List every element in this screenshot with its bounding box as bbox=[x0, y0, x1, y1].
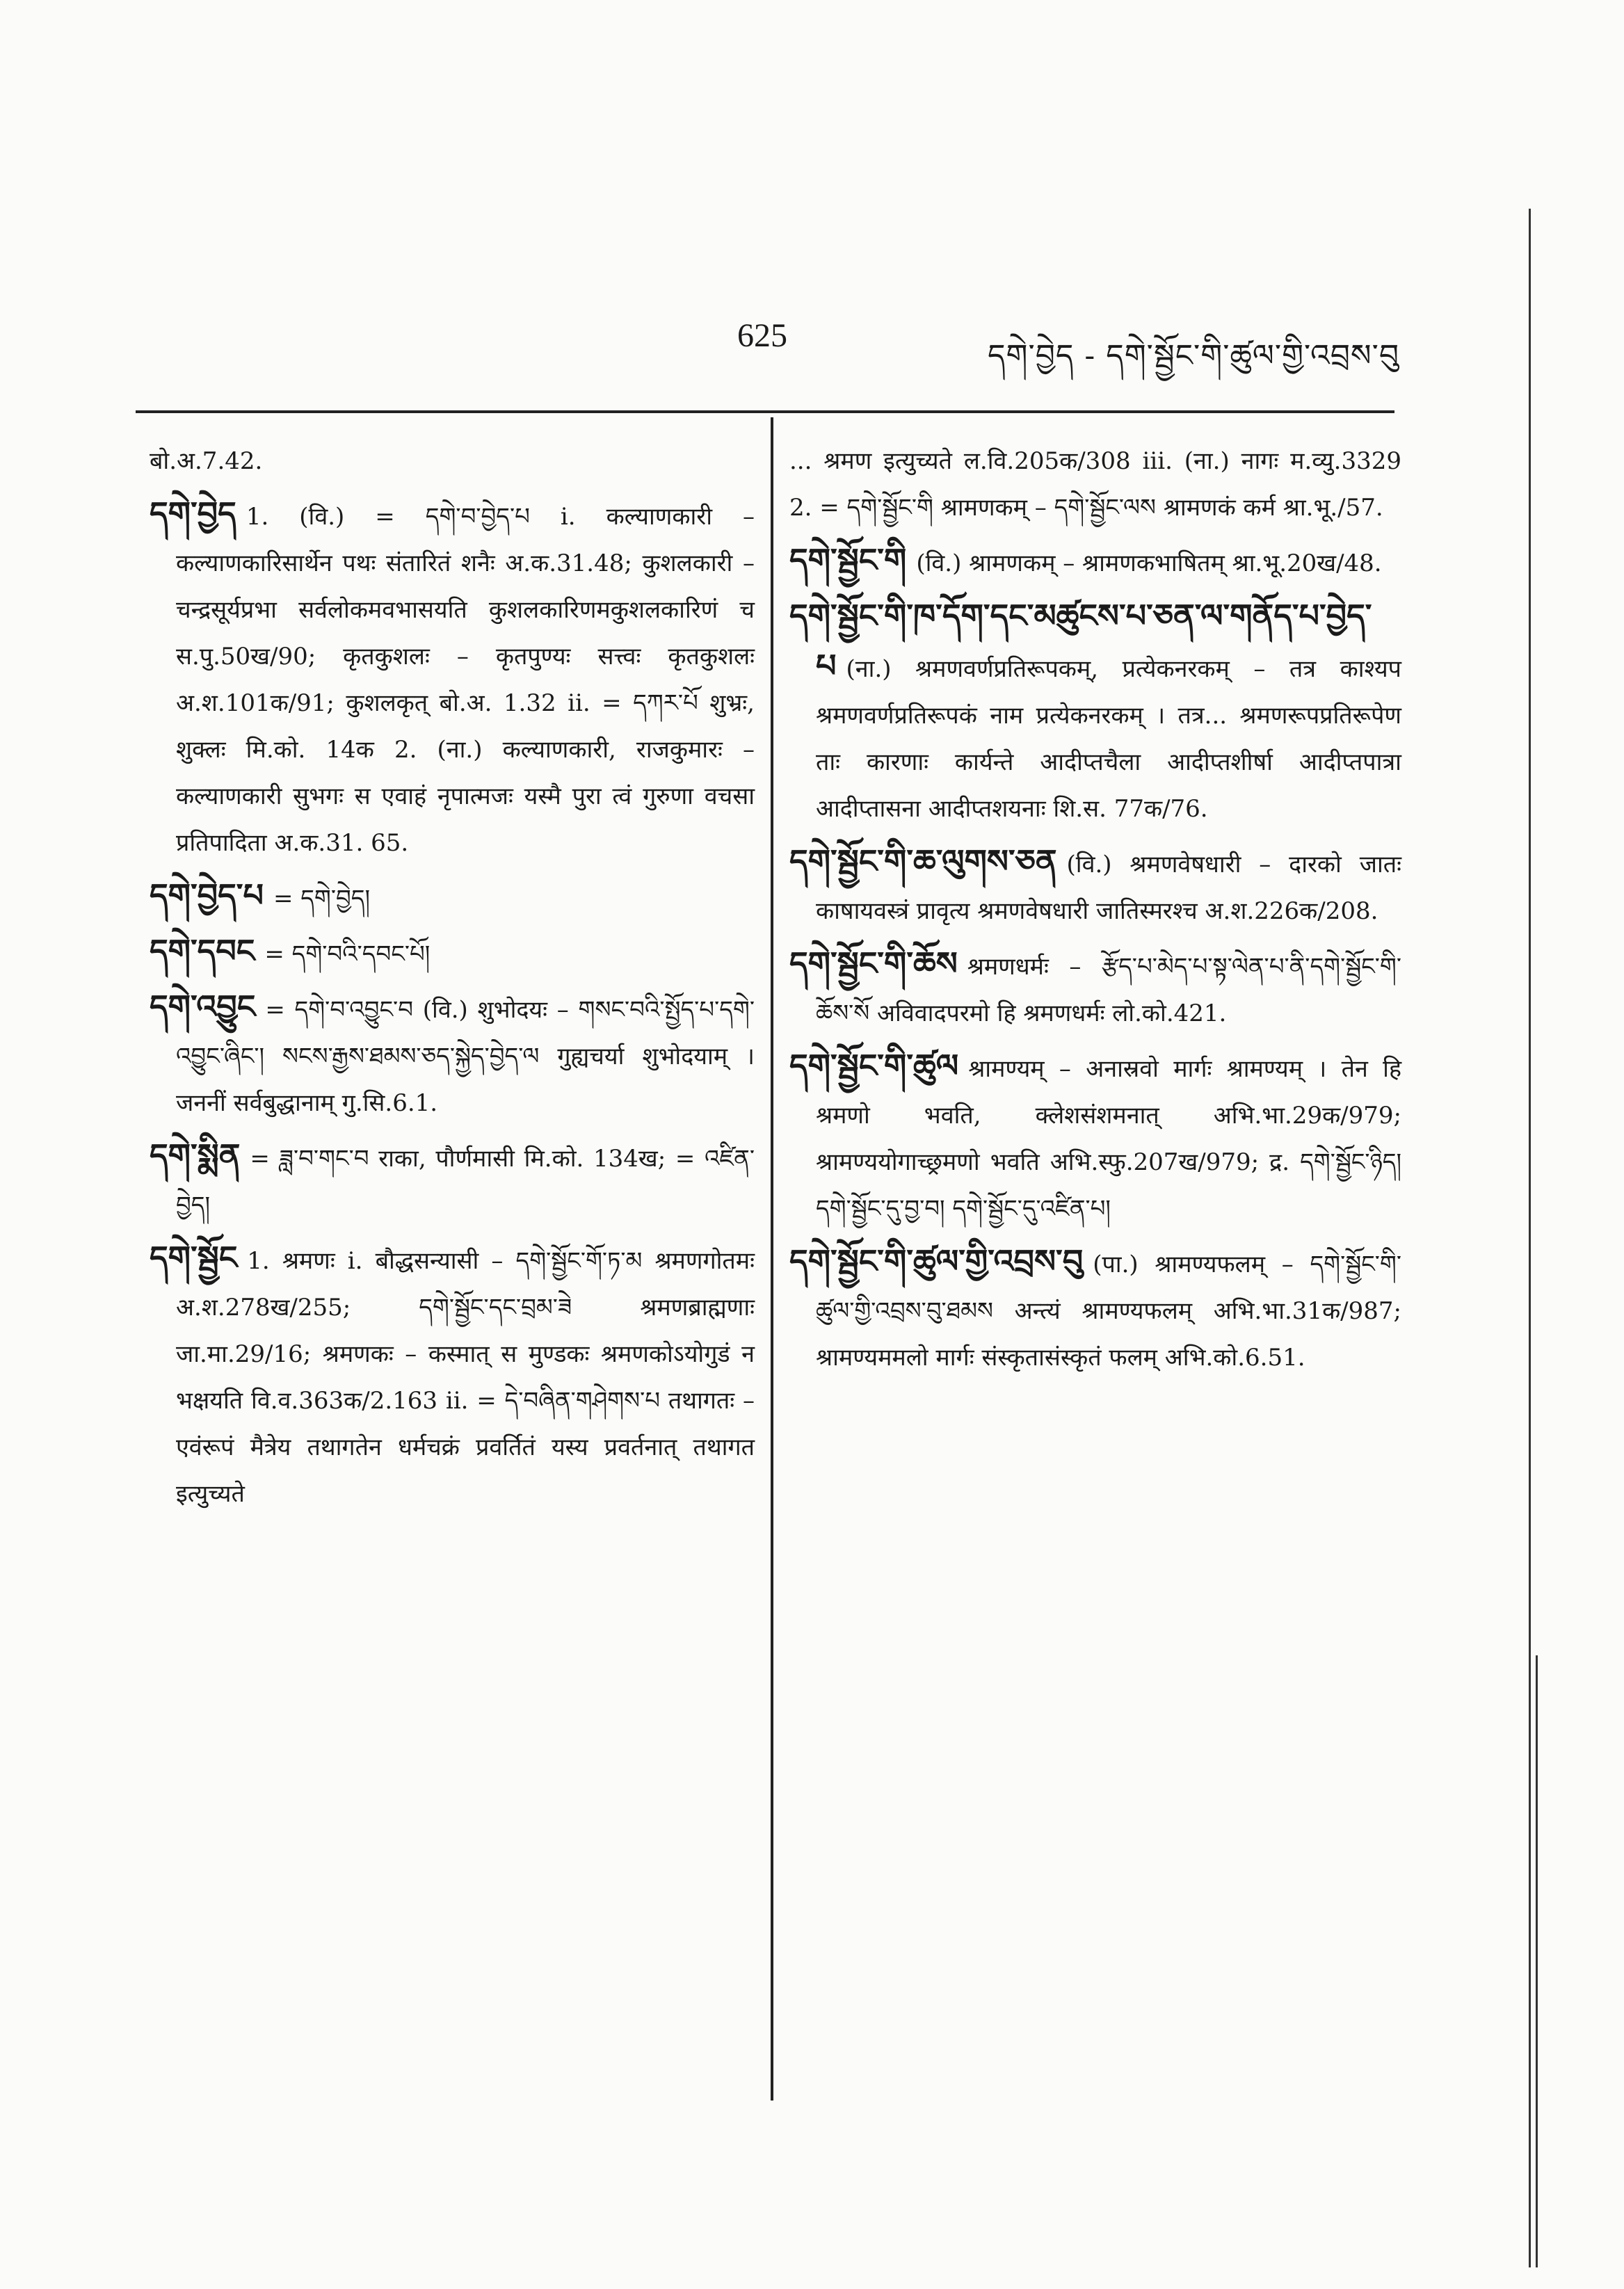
entry-text: (ना.) श्रमणवर्णप्रतिरूपकम्, प्रत्येकनरकम् – तत्र काश्यप श्रमणवर्णप्रतिरूपकं नाम प्रत्येकनरकम् । तत्र... श्रमणरूपप्रतिरूपेण ताः कारणाः कार्यन्ते आदीप्तचैला आदीप्तशीर्षा आदीप्तपात्रा आदीप्तासना आदीप्तशयनाः शि.स. 77क/76. bbox=[816, 655, 1401, 823]
entry-text: = དགེ་བ་འབྱུང་བ (वि.) शुभोदयः – གསང་བའི་སྤྱོད་པ་དགེ་འབྱུང་ཞིང་། སངས་རྒྱས་ཐམས་ཅད་སྐྱེད་བྱེད་ལ गुह्यचर्या शुभोदयाम् । जननीं सर्वबुद्धानाम् गु.सि.6.1. bbox=[176, 996, 755, 1117]
entry-headword: དགེ་བྱེད་པ bbox=[150, 876, 264, 914]
entry-text: श्रामण्यम् – अनास्रवो मार्गः श्रामण्यम् । तेन हि श्रमणो भवति, क्लेशसंशमनात् अभि.भा.29क/979; श्रामण्ययोगाच्छ्रमणो भवति अभि.स्फु.207ख/979; द्र. དགེ་སྦྱོང་ཉིད། དགེ་སྦྱོང་དུ་བྱ་བ། དགེ་སྦྱོང་དུ་འཛིན་པ། bbox=[816, 1055, 1401, 1223]
entry-text: (वि.) श्रमणवेषधारी – दारको जातः काषायवस्त्रं प्रावृत्य श्रमणवेषधारी जातिस्मरश्च अ.श.226क/208. bbox=[816, 851, 1401, 925]
entry-headword: དགེ་འབྱུང bbox=[150, 988, 256, 1025]
dictionary-entry bbox=[150, 490, 755, 867]
entry-text: = དགེ་བའི་དབང་པོ། bbox=[264, 940, 431, 968]
entry-text: (वि.) श्रामणकम् – श्रामणकभाषितम् श्रा.भू.20ख/48. bbox=[916, 549, 1382, 577]
dictionary-entry bbox=[789, 537, 1401, 587]
page-number: 625 bbox=[737, 317, 787, 354]
entry-text: ... श्रमण इत्युच्यते ल.वि.205क/308 iii. (ना.) नागः म.व्यु.3329 2. = དགེ་སྦྱོང་གི श्रामणकम् – དགེ་སྦྱོང་ལས श्रामणकं कर्म श्रा.भू./57. bbox=[789, 447, 1401, 522]
entry-text: 1. (वि.) = དགེ་བ་བྱེད་པ i. कल्याणकारी – कल्याणकारिसार्थेन पथः संतारितं शनैः अ.क.31.48; कुशलकारी – चन्द्रसूर्यप्रभा सर्वलोकमवभासयति कुशलकारिणमकुशलकारिणं च स.पु.50ख/90; कृतकुशलः – कृतपुण्यः सत्त्वः कृतकुशलः अ.श.101क/91; कुशलकृत् बो.अ. 1.32 ii. = དཀར་པོ शुभ्रः, शुक्लः मि.को. 14क 2. (ना.) कल्याणकारी, राजकुमारः – कल्याणकारी सुभगः स एवाहं नृपात्मजः यस्मै पुरा त्वं गुरुणा वचसा प्रतिपादिता अ.क.31. 65. bbox=[176, 503, 755, 857]
column-divider bbox=[771, 417, 773, 2101]
left-column bbox=[150, 438, 755, 1523]
entry-text: बो.अ.7.42. bbox=[150, 447, 263, 475]
page-edge-line bbox=[1529, 209, 1531, 2267]
dictionary-entry bbox=[789, 940, 1401, 1037]
running-head: དགེ་བྱེད - དགེ་སྦྱོང་གི་ཚུལ་གྱི་འབྲས་བུ bbox=[988, 338, 1400, 374]
entry-headword: དགེ་སྦྱོང bbox=[150, 1239, 238, 1276]
entry-headword: དགེ་སྦྱོང་གི་ཚུལ་གྱི་འབྲས་བུ bbox=[789, 1242, 1084, 1280]
entry-headword: དགེ་སྦྱོང་གི་ཚུལ bbox=[789, 1047, 959, 1084]
dictionary-entry bbox=[150, 872, 755, 922]
dictionary-entry bbox=[150, 1132, 755, 1229]
right-column bbox=[789, 438, 1401, 1387]
dictionary-entry bbox=[789, 593, 1401, 833]
dictionary-entry bbox=[150, 1235, 755, 1518]
dictionary-entry bbox=[789, 838, 1401, 935]
entry-headword: དགེ་དབང bbox=[150, 932, 255, 970]
entry-headword: དགེ་སྨིན bbox=[150, 1137, 241, 1174]
entry-headword: དགེ་སྦྱོང་གི་ཆ་ལུགས་ཅན bbox=[789, 842, 1057, 880]
entry-headword: དགེ་སྦྱོང་གི bbox=[789, 541, 907, 579]
entry-headword: དགེ་བྱེད bbox=[150, 495, 236, 532]
entry-text: = ཟླ་བ་གང་བ राका, पौर्णमासी मि.को. 134ख; = འཛིན་བྱེད། bbox=[176, 1145, 755, 1219]
dictionary-entry bbox=[150, 983, 755, 1127]
dictionary-entry bbox=[150, 438, 755, 485]
entry-text: = དགེ་བྱེད། bbox=[273, 885, 371, 913]
dictionary-entry bbox=[789, 1043, 1401, 1232]
entry-text: (पा.) श्रामण्यफलम् – དགེ་སྦྱོང་གི་ཚུལ་གྱི་འབྲས་བུ་ཐམས अन्त्यं श्रामण्यफलम् अभि.भा.31क/987; श्रामण्यममलो मार्गः संस्कृतासंस्कृतं फलम् अभि.को.6.51. bbox=[816, 1251, 1401, 1372]
dictionary-entry bbox=[789, 1238, 1401, 1381]
page-edge-line bbox=[1536, 1655, 1538, 2267]
dictionary-entry bbox=[789, 438, 1401, 531]
dictionary-entry bbox=[150, 928, 755, 978]
header-rule bbox=[136, 410, 1394, 413]
entry-text: श्रमणधर्मः – རྩོད་པ་མེད་པ་སྟ་ལེན་པ་ནི་དགེ་སྦྱོང་གི་ཆོས་སོ अविवादपरमो हि श्रमणधर्मः लो.को.421. bbox=[816, 953, 1401, 1027]
entry-text: 1. श्रमणः i. बौद्धसन्यासी – དགེ་སྦྱོང་གོ་ཏ་མ श्रमणगोतमः अ.श.278ख/255; དགེ་སྦྱོང་དང་བྲམ་ཟེ श्रमणब्राह्मणाः जा.मा.29/16; श्रमणकः – कस्मात् स मुण्डकः श्रमणकोऽयोगुडं न भक्षयति वि.व.363क/2.163 ii. = དེ་བཞིན་གཤེགས་པ तथागतः – एवंरूपं मैत्रेय तथागतेन धर्मचक्रं प्रवर्तितं यस्य प्रवर्तनात् तथागत इत्युच्यते bbox=[176, 1247, 755, 1508]
entry-headword: དགེ་སྦྱོང་གི་ཁ་དོག་དང་མཚུངས་པ་ཅན་ལ་གནོད་པ་བྱེད་པ bbox=[789, 597, 1372, 684]
entry-headword: དགེ་སྦྱོང་གི་ཆོས bbox=[789, 945, 958, 982]
